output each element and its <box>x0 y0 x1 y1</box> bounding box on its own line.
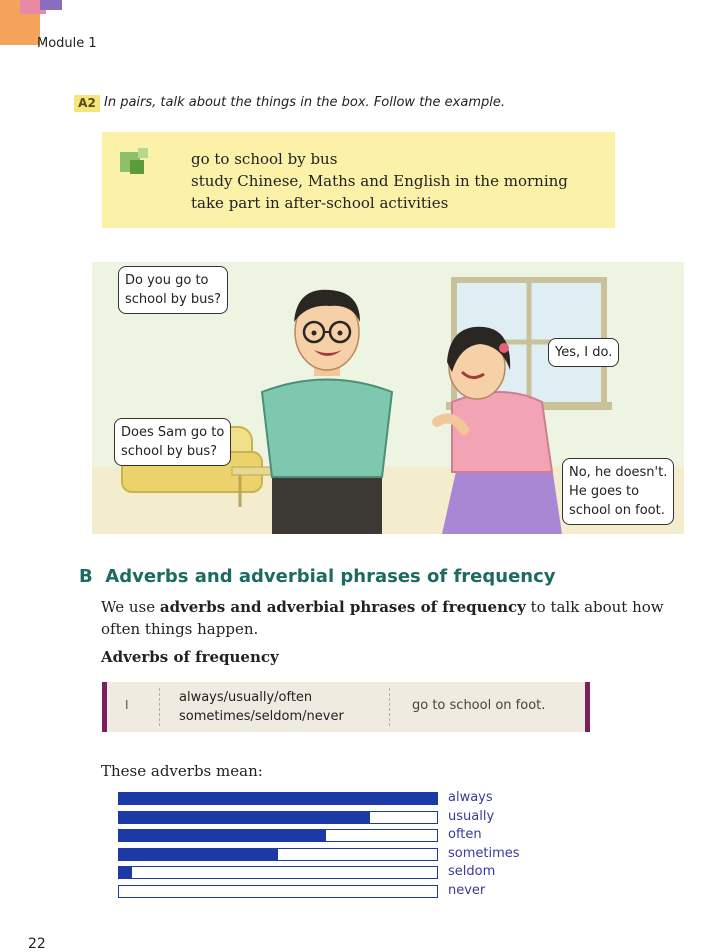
phrase-item: study Chinese, Maths and English in the morning <box>191 172 568 190</box>
table-divider <box>389 688 390 726</box>
frequency-bar-label: seldom <box>448 864 496 879</box>
frequency-bar-label: sometimes <box>448 845 520 861</box>
subheading-adverbs-of-frequency: Adverbs of frequency <box>101 648 279 666</box>
table-adverbs: always/usually/often sometimes/seldom/never <box>179 690 344 724</box>
frequency-bar-fill <box>119 793 437 804</box>
frequency-bar-label: always <box>448 790 493 805</box>
module-label: Module 1 <box>37 36 97 51</box>
frequency-bar-seldom <box>118 866 438 879</box>
page-number: 22 <box>28 936 46 952</box>
phrase-box <box>102 132 615 228</box>
phrase-item: go to school by bus <box>191 150 338 168</box>
frequency-bar-fill <box>119 849 278 860</box>
frequency-bar-label: often <box>448 827 482 842</box>
dialogue-illustration <box>92 262 684 534</box>
intro-paragraph: We use adverbs and adverbial phrases of frequency to talk about how often things happen. <box>101 598 664 638</box>
table-subject: I <box>125 698 129 712</box>
table-divider <box>159 688 160 726</box>
corner-tab-purple <box>40 0 62 10</box>
section-letter: B <box>79 566 93 587</box>
frequency-bar-fill <box>119 867 132 878</box>
speech-bubble-question-1: Do you go to school by bus? <box>118 266 228 314</box>
frequency-bar-never <box>118 885 438 898</box>
table-activity: go to school on foot. <box>412 698 546 713</box>
frequency-bar-often <box>118 829 438 842</box>
frequency-table <box>102 682 590 732</box>
frequency-bar-label: usually <box>448 808 495 824</box>
phrase-item: take part in after-school activities <box>191 194 449 212</box>
intro-bold-phrase: adverbs and adverbial phrases of frequency <box>159 598 526 616</box>
phrase-list <box>191 148 568 214</box>
speech-bubble-answer-1: Yes, I do. <box>548 338 619 367</box>
frequency-bar-sometimes <box>118 848 438 861</box>
frequency-bar-fill <box>119 830 326 841</box>
frequency-bar-fill <box>119 812 370 823</box>
frequency-bar-label: never <box>448 882 486 898</box>
frequency-bar-always <box>118 792 438 805</box>
speech-bubble-question-2: Does Sam go to school by bus? <box>114 418 231 466</box>
a2-badge: A2 <box>74 95 100 112</box>
a2-instruction: In pairs, talk about the things in the box. Follow the example. <box>104 95 505 110</box>
frequency-bar-usually <box>118 811 438 824</box>
section-b-title <box>79 566 556 587</box>
decorative-square-icon <box>130 160 144 174</box>
meaning-label: These adverbs mean: <box>101 762 263 780</box>
speech-bubble-answer-2: No, he doesn't. He goes to school on foot. <box>562 458 674 525</box>
decorative-square-icon <box>138 148 148 158</box>
section-heading: Adverbs and adverbial phrases of frequency <box>105 566 556 587</box>
